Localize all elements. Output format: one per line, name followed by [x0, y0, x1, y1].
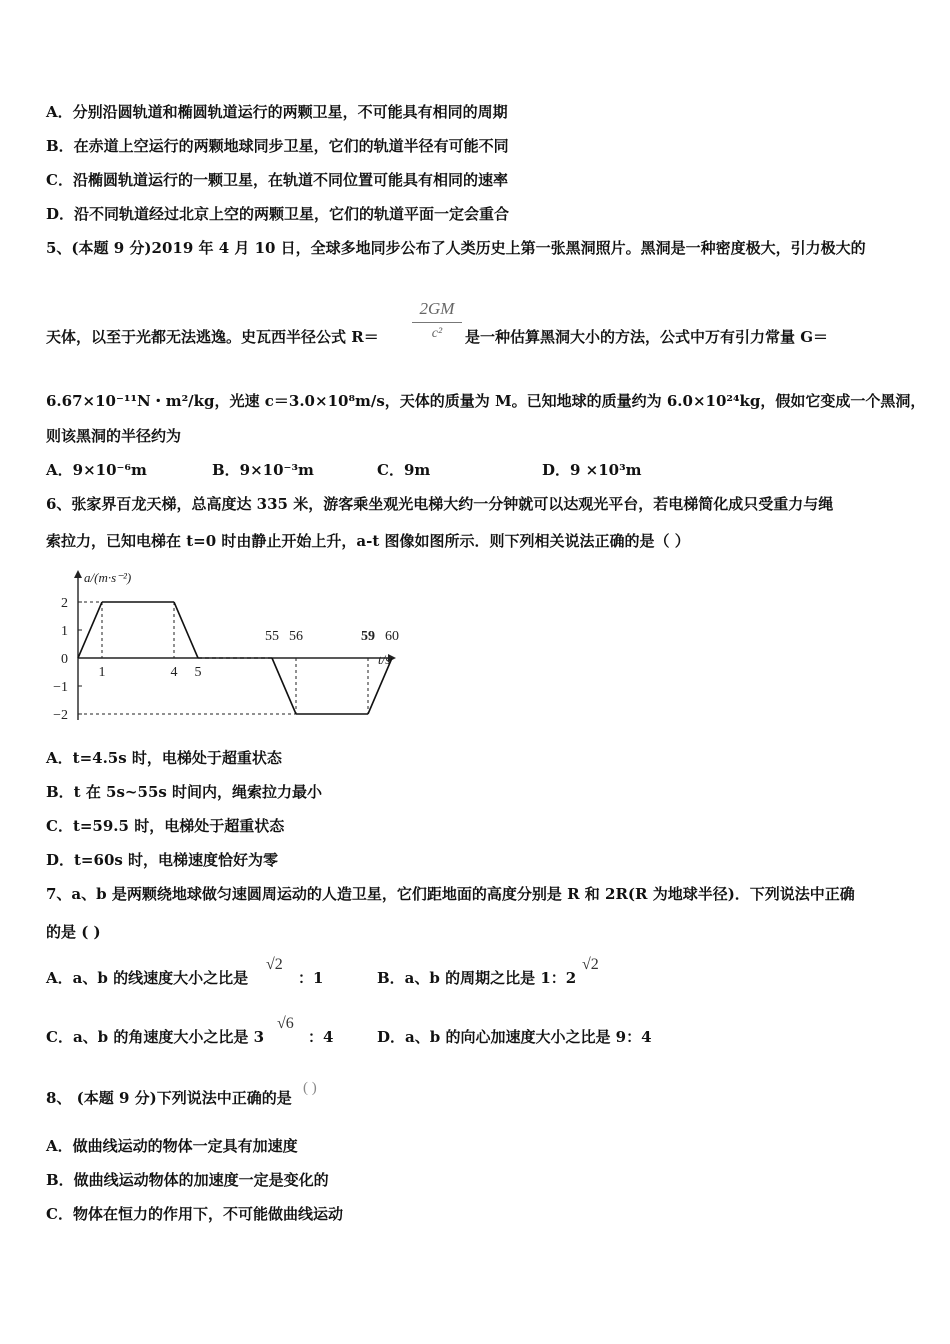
y-tick-label: 1	[61, 624, 68, 639]
q5-stem-line2b: 是一种估算黑洞大小的方法，公式中万有引力常量 G＝	[465, 328, 829, 346]
y-tick-label: −1	[53, 680, 68, 695]
q4-option-c: C．沿椭圆轨道运行的一颗卫星，在轨道不同位置可能具有相同的速率	[46, 171, 508, 189]
q7-option-a-ratio: ：1	[298, 969, 324, 987]
q4-option-d: D．沿不同轨道经过北京上空的两颗卫星，它们的轨道平面一定会重合	[46, 205, 510, 223]
q7-option-b-text: B．a、b 的周期之比是 1：2	[377, 969, 577, 987]
q7-stem-line2: 的是 ( )	[46, 923, 101, 941]
q8-option-b: B．做曲线运动物体的加速度一定是变化的	[46, 1171, 329, 1189]
q8-option-c: C．物体在恒力的作用下，不可能做曲线运动	[46, 1205, 343, 1223]
y-axis-title: a/(m·s⁻²)	[84, 570, 132, 585]
q6-option-b: B．t 在 5s~55s 时间内，绳索拉力最小	[46, 783, 323, 801]
q5-option-c: C．9m	[377, 461, 431, 479]
a-t-graph	[50, 568, 410, 728]
q4-option-b: B．在赤道上空运行的两颗地球同步卫星，它们的轨道半径有可能不同	[46, 137, 509, 155]
sqrt6-radical: √6	[277, 1015, 294, 1032]
q5-stem-line1: 5、(本题 9 分)2019 年 4 月 10 日，全球多地同步公布了人类历史上第一张黑洞照片。黑洞是一种密度极大，引力极大的	[46, 239, 866, 257]
y-axis-arrow	[74, 570, 82, 578]
q5-stem-line4: 则该黑洞的半径约为	[46, 427, 182, 445]
q7-option-a-text: A．a、b 的线速度大小之比是	[46, 969, 249, 987]
formula-numerator: 2GM	[419, 299, 455, 318]
y-tick-label: −2	[53, 708, 68, 723]
x-tick-label: 55	[265, 629, 279, 644]
x-axis-title: t/s	[378, 652, 391, 667]
x-tick-label: 56	[289, 629, 303, 644]
q6-option-c: C．t=59.5 时，电梯处于超重状态	[46, 817, 285, 835]
q5-option-a: A．9×10⁻⁶m	[46, 461, 147, 479]
q7-option-d: D．a、b 的向心加速度大小之比是 9：4	[377, 1028, 652, 1046]
q8-option-a: A．做曲线运动的物体一定具有加速度	[46, 1137, 298, 1155]
formula-denominator: c²	[431, 326, 443, 341]
y-tick-label: 0	[61, 652, 68, 667]
q7-option-c-text: C．a、b 的角速度大小之比是 3	[46, 1028, 265, 1046]
q6-stem-line1: 6、张家界百龙天梯，总高度达 335 米，游客乘坐观光电梯大约一分钟就可以达观光平台，若电梯简化成只受重力与绳	[46, 495, 834, 513]
q5-stem-line2a: 天体，以至于光都无法逃逸。史瓦西半径公式 R＝	[46, 328, 379, 346]
q6-option-d: D．t=60s 时，电梯速度恰好为零	[46, 851, 279, 869]
x-tick-label: 1	[98, 665, 106, 680]
q7-stem-line1: 7、a、b 是两颗绕地球做匀速圆周运动的人造卫星，它们距地面的高度分别是 R 和 2R(R 为地球半径)．下列说法中正确	[46, 885, 855, 903]
y-tick-label: 2	[61, 596, 68, 611]
x-tick-label: 5	[194, 665, 202, 680]
q5-option-d: D．9 ×10³m	[542, 461, 642, 479]
q5-option-b: B．9×10⁻³m	[212, 461, 314, 479]
q5-stem-line3: 6.67×10⁻¹¹N・m²/kg，光速 c＝3.0×10⁸m/s，天体的质量为 M。已知地球的质量约为 6.0×10²⁴kg，假如它变成一个黑洞，	[46, 392, 926, 410]
sqrt2-radical: √2	[266, 956, 283, 973]
x-tick-label: 4	[170, 665, 178, 680]
x-tick-label: 59	[361, 629, 375, 644]
q8-stem: 8、 (本题 9 分)下列说法中正确的是	[46, 1089, 292, 1107]
fraction-bar	[412, 322, 462, 323]
sqrt2-radical-b: √2	[582, 956, 599, 973]
q6-option-a: A．t=4.5s 时，电梯处于超重状态	[46, 749, 282, 767]
a-t-segment	[272, 658, 296, 714]
q4-option-a: A．分别沿圆轨道和椭圆轨道运行的两颗卫星，不可能具有相同的周期	[46, 103, 508, 121]
a-t-segment	[174, 602, 198, 658]
x-tick-label: 60	[385, 629, 399, 644]
answer-paren: ( )	[303, 1080, 317, 1096]
q7-option-c-ratio: ：4	[308, 1028, 334, 1046]
q6-stem-line2: 索拉力，已知电梯在 t=0 时由静止开始上升，a-t 图像如图所示．则下列相关说法正确的是（ ）	[46, 532, 690, 550]
